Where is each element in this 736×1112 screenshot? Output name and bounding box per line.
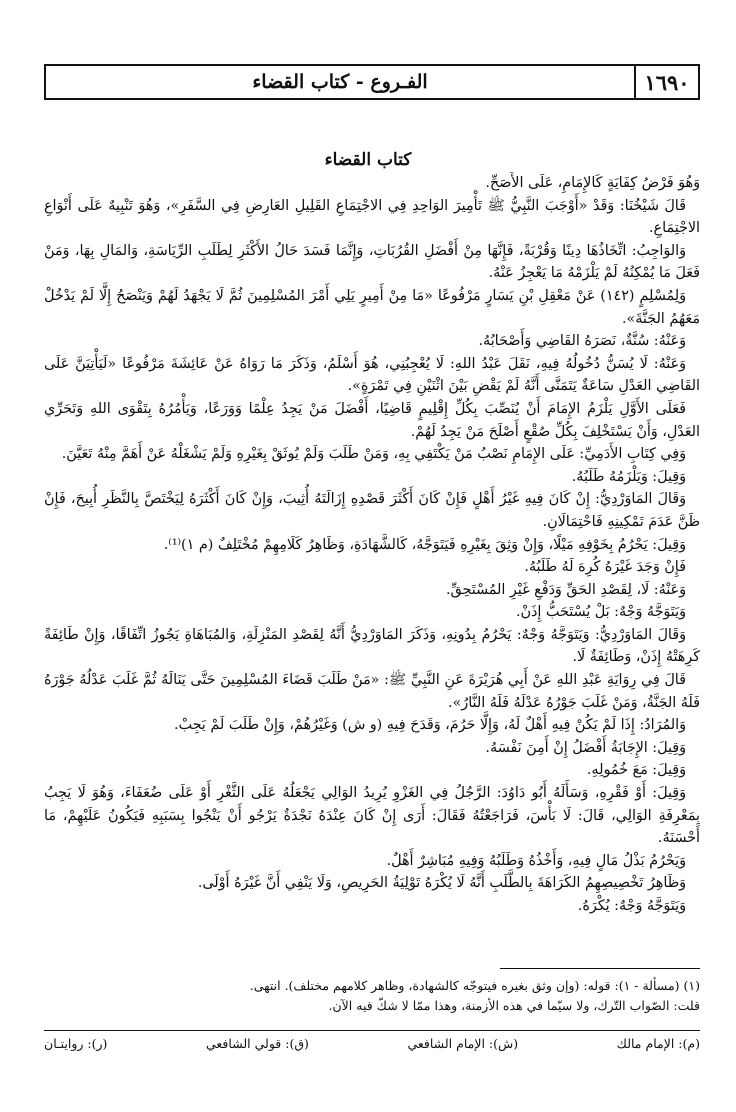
paragraph: وَظَاهِرُ تَخْصِيصِهِمُ الكَرَاهَةَ بِالطَّلَبِ أَنَّهُ لَا يُكْرَهُ تَوْلِيَةُ الحَرِيصِ، وَلَا يَنْفِي أَنَّ غَيْرَهُ أَوْلَى. — [197, 875, 686, 892]
footnotes — [44, 976, 700, 1016]
paragraph: وَعَنْهُ: سُنَّةٌ، نَصَرَهُ القَاضِي وَأَصْحَابُهُ. — [478, 333, 686, 350]
section-title: كتاب القضاء — [324, 150, 412, 170]
paragraph: وَقِيلَ: وَيَلْزَمُهُ طَلَبُهُ. — [571, 468, 686, 485]
abbreviation-item: (ق): قولي الشافعي — [205, 1036, 309, 1051]
abbreviation-legend — [44, 1036, 700, 1051]
paragraph: وَقِيلَ: أَوْ فَقْرِهِ، وَسَأَلَهُ أَبُو دَاوُدَ: الرَّجُلُ فِي الغَزْوِ يُرِيدُ الوَالِي يَجْعَلُهُ عَلَى الثَّغْرِ أَوْ عَلَى ضُعَفَاءَ، وَهُوَ لَا يَجِبُ بِمَعْرِفَةِ الوَالِي، قَالَ: لَا بَأْسَ، فَرَاجَعْتُهُ فَقَالَ: أَرَى إِنْ كَانَ عِنْدَهُ نَجْدَةٌ يَرْجُو أَنْ يَنْجُوا بِسَبَبِهِ فَيَكُونُ عَلَيْهِمْ، مَا أَحْسَنَهُ. — [44, 785, 700, 847]
paragraph: قَالَ فِي رِوَايَةِ عَبْدِ اللهِ عَنْ أَبِي هُرَيْرَةَ عَنِ النَّبِيِّ ﷺ: «مَنْ طَلَبَ قَضَاءَ المُسْلِمِينَ حَتَّى يَنَالَهُ ثُمَّ غَلَبَ عَدْلُهُ جَوْرَهُ فَلَهُ الجَنَّةُ، وَمَنْ غَلَبَ جَوْرُهُ عَدْلَهُ فَلَهُ النَّارُ». — [44, 672, 700, 711]
abbreviation-item: (ش): الإمام الشافعي — [407, 1036, 519, 1051]
footnote-text: قلت: الصّواب التّرك، ولا سيّما في هذه الأزمنة، وهذا ممّا لا شكّ فيه الآن. — [328, 998, 700, 1013]
paragraph: وَفِي كِتَابِ الأَدَمِيِّ: عَلَى الإِمَامِ نَصْبُ مَنْ يَكْتَفِي بِهِ، وَمَنْ طَلَبَ وَلَمْ يُوثَقْ بِغَيْرِهِ وَلَمْ يَشْغَلْهُ عَنْ أَهَمَّ مِنْهُ تَعَيَّنَ. — [61, 446, 686, 463]
running-title: الفـروع - كتاب القضاء — [252, 71, 428, 93]
paragraph: وَقَالَ المَاوَرْدِيُّ: وَيَتَوَجَّهُ وَجْهٌ: يَحْرُمُ بِدُونِهِ، وَذَكَرَ المَاوَرْدِيُّ أَنَّهُ لِقَصْدِ المَنْزِلَةِ، وَالمُبَاهَاةِ يَجُوزُ اتِّفَاقًا، وَإِنْ طَائِفَةً كَرِهَتْهُ إِذَنْ، وَطَائِفَةٌ لَا. — [44, 626, 700, 666]
paragraph: فَإِنْ وَجَدَ غَيْرَهُ كُرِهَ لَهُ طَلَبُهُ. — [524, 559, 686, 576]
paragraph: وَعَنْهُ: لَا، لِقَصْدِ الحَقِّ وَدَفْعِ غَيْرِ المُسْتَحِقِّ. — [446, 581, 686, 598]
paragraph: وَيَتَوَجَّهُ وَجْهٌ: يُكْرَهُ. — [577, 898, 686, 914]
paragraph: وَقَالَ المَاوَرْدِيُّ: إِنْ كَانَ فِيهِ غَيْرُ أَهْلٍ فَإِنْ كَانَ أَكْثَرَ قَصْدِهِ إِزَالَتَهُ أُثِيبَ، وَإِنْ كَانَ أَكْثَرَهُ لِيَخْتَصَّ بِالنَّظَرِ أُبِيحَ، فَإِنْ ظَنَّ عَدَمَ تَمْكِينِهِ فَاحْتِمَالَانِ. — [44, 491, 700, 530]
abbreviation-item: (ر): روايتـان — [44, 1036, 108, 1051]
paragraph: فَعَلَى الأَوَّلِ يَلْزَمُ الإِمَامَ أَنْ يُنَصِّبَ بِكُلِّ إِقْلِيمٍ قَاضِيًا، أَفْضَلَ مَنْ يَجِدُ عِلْمًا وَوَرَعًا، وَيَأْمُرُهُ بِتَقْوَى اللهِ وَتَحَرِّي العَدْلِ، وَأَنْ يَسْتَخْلِفَ بِكُلِّ صُقْعٍ أَصْلَحَ مَنْ يَجِدُ لَهُمْ. — [44, 400, 700, 440]
paragraph: وَقِيلَ: الإِجَابَةُ أَفْضَلُ إِنْ أَمِنَ نَفْسَهُ. — [485, 739, 686, 756]
body-text — [44, 172, 700, 962]
paragraph: وَعَنْهُ: لَا يُسَنُّ دُخُولُهُ فِيهِ، نَقَلَ عَبْدُ اللهِ: لَا يُعْجِبُنِي، هُوَ أَسْلَمُ، وَذَكَرَ مَا رَوَاهُ عَنْ عَائِشَةَ مَرْفُوعًا «لَيَأْتِيَنَّ عَلَى القَاضِي العَدْلِ سَاعَةٌ يَتَمَنَّى أَنَّهُ لَمْ يَقْضِ بَيْنَ اثْنَيْنِ فِي تَمْرَةٍ». — [44, 355, 700, 395]
paragraph: وَالمُرَادُ: إِذَا لَمْ يَكُنْ فِيهِ أَهْلٌ لَهُ، وَإِلَّا حَرُمَ، وَقَدَحَ فِيهِ (و ش) وَغَيْرُهُمْ، وَإِنْ طَلَبَ لَمْ يَجِبْ. — [174, 717, 686, 734]
page-number: ١٦٩٠ — [634, 66, 698, 98]
abbreviation-item: (م): الإمام مالك — [616, 1036, 700, 1051]
paragraph: وَقِيلَ: مَعَ خُمُولِهِ. — [586, 762, 686, 779]
paragraph: وَالوَاجِبُ: اتِّخَاذُهَا دِينًا وَقُرْبَةً، فَإِنَّهَا مِنْ أَفْضَلِ القُرُبَاتِ، وَإِنَّمَا فَسَدَ حَالُ الأَكْثَرِ لِطَلَبِ الرِّيَاسَةِ، وَالمَالِ بِهَا، وَمَنْ فَعَلَ مَا يُمْكِنُهُ لَمْ يَلْزَمْهُ مَا يَعْجِزُ عَنْهُ. — [44, 242, 700, 282]
paragraph: وَقِيلَ: يَحْرُمُ بِخَوْفِهِ مَيْلًا، وَإِنْ وَثِقَ بِغَيْرِهِ فَيَتَوَجَّهُ، كَالشَّهَادَةِ، وَظَاهِرُ كَلَامِهِمْ مُخْتَلِفٌ (م ١)⁽¹⁾. — [163, 536, 686, 553]
page-header — [44, 64, 700, 100]
footnote-divider — [500, 968, 700, 969]
paragraph: وَيَتَوَجَّهُ وَجْهٌ: بَلْ يُسْتَحَبُّ إِذَنْ. — [516, 604, 686, 621]
paragraph: وَهُوَ فَرْضُ كِفَايَةٍ كَالإِمَامِ، عَلَى الأَصَحِّ. — [485, 175, 700, 191]
footer-divider — [44, 1030, 700, 1031]
paragraph: وَلِمُسْلِمٍ (١٤٢) عَنْ مَعْقِلِ بْنِ يَسَارٍ مَرْفُوعًا «مَا مِنْ أَمِيرٍ يَلِي أَمْرَ المُسْلِمِينَ ثُمَّ لَا يَجْهَدُ لَهُمْ وَيَنْصَحُ إِلَّا لَمْ يَدْخُلْ مَعَهُمُ الجَنَّةَ». — [44, 287, 700, 327]
footnote-text: (١) (مسألة - ١): قوله: (وإن وثق بغيره فيتوجّه كالشهادة، وظاهر كلامهم مختلف). انتهى. — [249, 978, 700, 993]
paragraph: وَيَحْرُمُ بَذْلُ مَالٍ فِيهِ، وَأَخْذُهُ وَطَلَبُهُ وَفِيهِ مُبَاشِرٌ أَهْلٌ. — [386, 852, 686, 869]
paragraph: قَالَ شَيْخُنَا: وَقَدْ «أَوْجَبَ النَّبِيُّ ﷺ تَأْمِيرَ الوَاحِدِ فِي الاجْتِمَاعِ القَلِيلِ العَارِضِ فِي السَّفَرِ»، وَهُوَ تَنْبِيهٌ عَلَى أَنْوَاعِ الاجْتِمَاعِ. — [44, 197, 700, 237]
